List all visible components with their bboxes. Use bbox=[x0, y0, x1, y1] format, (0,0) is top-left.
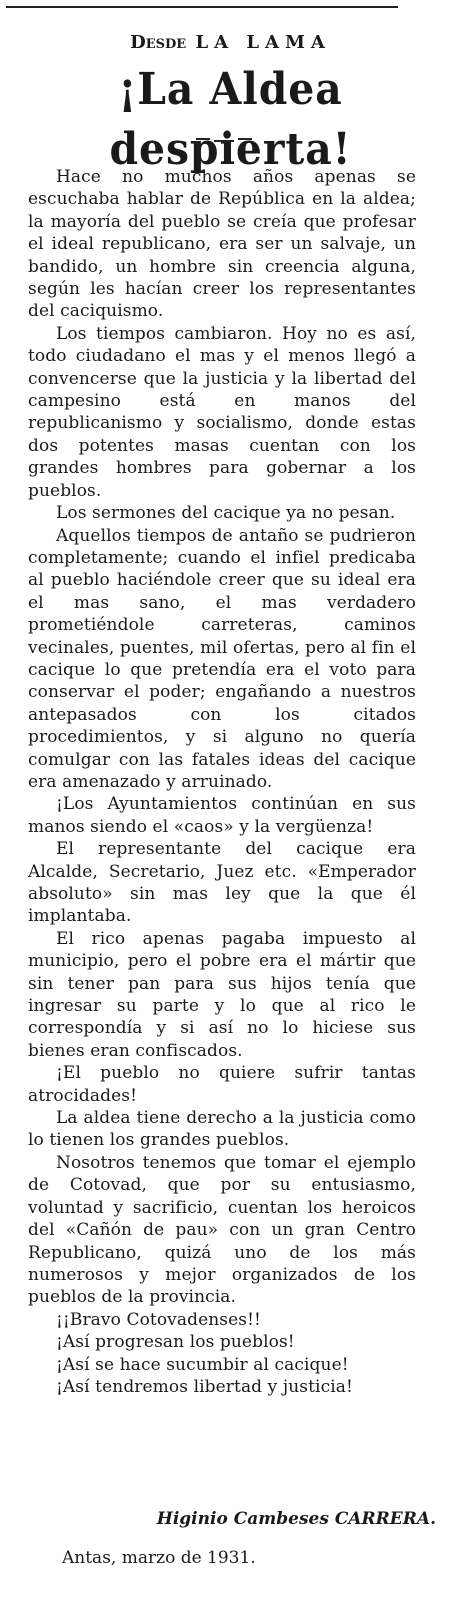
title-separator bbox=[196, 138, 252, 144]
author-signature: Higinio Cambeses CARRERA. bbox=[156, 1509, 436, 1529]
exclamation-line: ¡Así progresan los pueblos! bbox=[56, 1332, 295, 1353]
article-body bbox=[28, 166, 416, 1398]
top-rule bbox=[6, 6, 398, 8]
paragraph: ¡El pueblo no quiere sufrir tantas atrocidades! bbox=[28, 1063, 416, 1106]
paragraph: El representante del cacique era Alcalde, Secretario, Juez etc. «Emperador absoluto» sin mas ley que la que él implantaba. bbox=[28, 839, 416, 927]
paragraph: El rico apenas pagaba impuesto al municipio, pero el pobre era el mártir que sin tener pan para sus hijos tenía que ingresar su parte y lo que al rico le correspondía y si así no lo hiciese sus bienes eran confiscados. bbox=[28, 928, 416, 1061]
paragraph: La aldea tiene derecho a la justicia como lo tienen los grandes pueblos. bbox=[28, 1108, 416, 1151]
section-place: LA LAMA bbox=[195, 32, 331, 53]
headline: ¡La Aldea despierta! bbox=[109, 64, 352, 175]
paragraph: ¡Los Ayuntamientos continúan en sus manos siendo el «caos» y la vergüenza! bbox=[28, 794, 416, 837]
exclamation-line: ¡Así tendremos libertad y justicia! bbox=[56, 1376, 353, 1397]
section-heading bbox=[0, 32, 461, 53]
paragraph: Hace no muchos años apenas se escuchaba hablar de República en la aldea; la mayoría del pueblo se creía que profesar el ideal republicano, era ser un salvaje, un bandido, un hombre sin creencia alguna, según les hacían creer los representantes del caciquismo. bbox=[28, 167, 416, 322]
paragraph: Nosotros tenemos que tomar el ejemplo de Cotovad, que por su entusiasmo, voluntad y sacrificio, cuentan los heroicos del «Cañón de pau» con un gran Centro Republicano, quizá uno de los más numerosos y mejor organizados de los pueblos de la provincia. bbox=[28, 1152, 416, 1308]
paragraph: Los sermones del cacique ya no pesan. bbox=[56, 503, 396, 524]
paragraph: Los tiempos cambiaron. Hoy no es así, todo ciudadano el mas y el menos llegó a convencerse que la justicia y la libertad del campesino está en manos del republicanismo y socialismo, donde estas dos potentes masas cuentan con los grandes hombres para gobernar a los pueblos. bbox=[28, 323, 416, 501]
place-date: Antas, marzo de 1931. bbox=[62, 1548, 256, 1568]
section-prefix: Desde bbox=[130, 32, 187, 53]
exclamation-line: ¡¡Bravo Cotovadenses!! bbox=[56, 1309, 261, 1330]
paragraph: Aquellos tiempos de antaño se pudrieron completamente; cuando el infiel predicaba al pueblo haciéndole creer que su ideal era el mas sano, el mas verdadero prometiéndole carreteras, caminos vecinales, puentes, mil ofertas, pero al fin el cacique lo que pretendía era el voto para conservar el poder; engañando a nuestros antepasados con los citados procedimientos, y si alguno no quería comulgar con las fatales ideas del cacique era amenazado y arruinado. bbox=[28, 525, 416, 792]
exclamation-line: ¡Así se hace sucumbir al cacique! bbox=[56, 1354, 349, 1375]
